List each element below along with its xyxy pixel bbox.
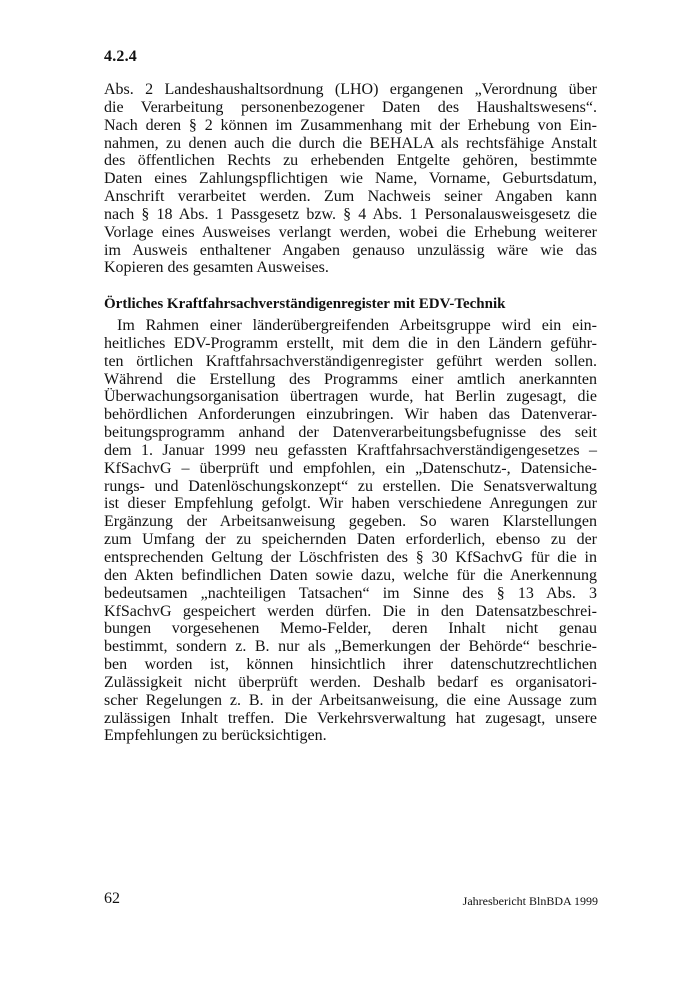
- text-line: ten örtlichen Kraftfahrsachverständigenregister geführt werden sollen.: [104, 352, 597, 370]
- text-line: zum Umfang der zu speichernden Daten erforderlich, ebenso zu der: [104, 531, 597, 549]
- text-line: Empfehlungen zu berücksichtigen.: [104, 727, 327, 745]
- text-line: Überwachungsorganisation übertragen wurde, hat Berlin zugesagt, die: [104, 388, 597, 406]
- text-line: heitliches EDV-Programm erstellt, mit dem die in den Ländern geführ-: [104, 334, 597, 352]
- text-line: Vorlage eines Ausweises verlangt werden, wobei die Erhebung weiterer: [104, 223, 597, 241]
- text-line: scher Regelungen z. B. in der Arbeitsanweisung, die eine Aussage zum: [104, 691, 597, 709]
- text-line: die Verarbeitung personenbezogener Daten des Haushaltswesens“.: [104, 98, 597, 116]
- text-line: Während die Erstellung des Programms einer amtlich anerkannten: [104, 370, 597, 388]
- section-number: 4.2.4: [104, 48, 137, 65]
- text-line: nach § 18 Abs. 1 Passgesetz bzw. § 4 Abs. 1 Personalausweisgesetz die: [104, 205, 597, 223]
- section-heading: Örtliches Kraftfahrsachverständigenregister mit EDV-Technik: [104, 296, 506, 312]
- text-line: Ergänzung der Arbeitsanweisung gegeben. So waren Klarstellungen: [104, 513, 597, 531]
- text-line: ben worden ist, können hinsichtlich ihrer datenschutzrechtlichen: [104, 656, 597, 674]
- text-line: Anschrift verarbeitet werden. Zum Nachweis seiner Angaben kann: [104, 188, 597, 206]
- paragraph-hla-regulation: [104, 81, 597, 277]
- text-line: behördlichen Anforderungen einzubringen. Wir haben das Datenverar-: [104, 406, 597, 424]
- text-line: bungen vorgesehenen Memo-Felder, deren Inhalt nicht genau: [104, 620, 597, 638]
- text-line: dem 1. Januar 1999 neu gefassten Kraftfahrsachverständigengesetzes –: [104, 441, 597, 459]
- text-line: Nach deren § 2 können im Zusammenhang mit der Erhebung von Ein-: [104, 116, 597, 134]
- report-title: Jahresbericht BlnBDA 1999: [462, 894, 598, 908]
- text-line: Daten eines Zahlungspflichtigen wie Name, Vorname, Geburtsdatum,: [104, 170, 597, 188]
- text-line: zulässigen Inhalt treffen. Die Verkehrsverwaltung hat zugesagt, unsere: [104, 709, 597, 727]
- page-number: 62: [104, 890, 120, 907]
- text-line: Abs. 2 Landeshaushaltsordnung (LHO) ergangenen „Verordnung über: [104, 81, 597, 98]
- text-line: des öffentlichen Rechts zu erhebenden Entgelte gehören, bestimmte: [104, 152, 597, 170]
- text-line: rungs- und Datenlöschungskonzept“ zu erstellen. Die Senatsverwaltung: [104, 477, 597, 495]
- text-line: den Akten befindlichen Daten sowie dazu, welche für die Anerkennung: [104, 566, 597, 584]
- text-line: Kopieren des gesamten Ausweises.: [104, 259, 329, 277]
- text-line: bestimmt, sondern z. B. nur als „Bemerkungen der Behörde“ beschrie-: [104, 638, 597, 656]
- text-line: Zulässigkeit nicht überprüft werden. Deshalb bedarf es organisatori-: [104, 673, 597, 691]
- text-line: nahmen, zu denen auch die durch die BEHALA als rechtsfähige Anstalt: [104, 134, 597, 152]
- text-line: KfSachvG gespeichert werden dürfen. Die in den Datensatzbeschrei-: [104, 602, 597, 620]
- text-line: Im Rahmen einer länderübergreifenden Arbeitsgruppe wird ein ein-: [117, 317, 597, 334]
- text-line: im Ausweis enthaltener Angaben genauso unzulässig wäre wie das: [104, 241, 597, 259]
- text-line: entsprechenden Geltung der Löschfristen des § 30 KfSachvG für die in: [104, 548, 597, 566]
- text-line: beitungsprogramm anhand der Datenverarbeitungsbefugnisse des seit: [104, 424, 597, 442]
- paragraph-vehicle-expert-register: [104, 317, 597, 745]
- text-line: bedeutsamen „nachteiligen Tatsachen“ im Sinne des § 13 Abs. 3: [104, 584, 597, 602]
- text-line: KfSachvG – überprüft und empfohlen, ein „Datenschutz-, Datensiche-: [104, 459, 597, 477]
- text-line: ist dieser Empfehlung gefolgt. Wir haben verschiedene Anregungen zur: [104, 495, 597, 513]
